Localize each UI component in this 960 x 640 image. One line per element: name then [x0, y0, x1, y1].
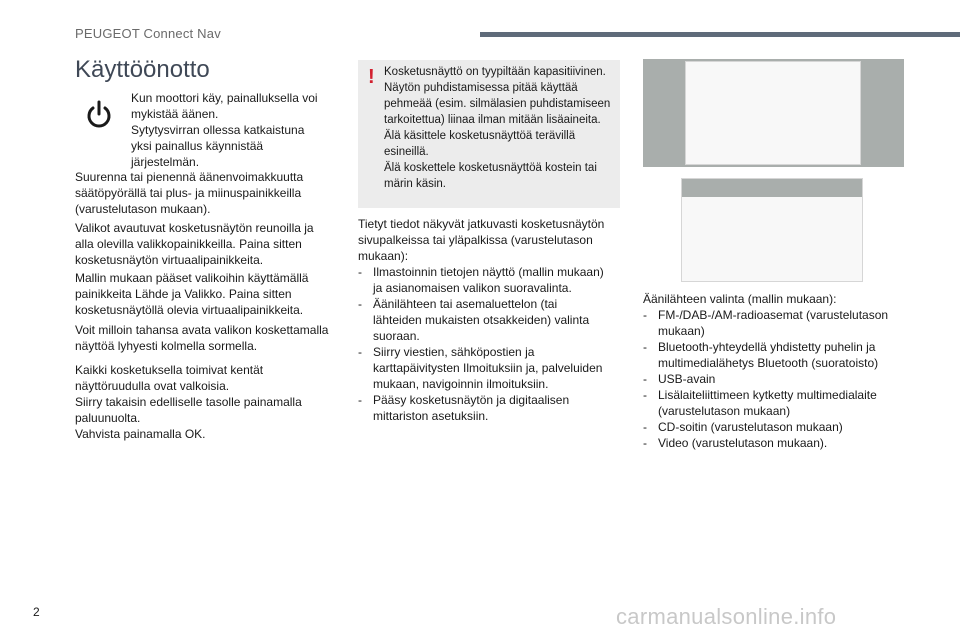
- status-bar-info: [358, 216, 620, 424]
- text-line: lähteiden mukaisten otsakkeiden) valinta: [373, 313, 590, 327]
- list-item: [643, 371, 913, 387]
- text-line: järjestelmän.: [131, 155, 200, 169]
- text-line: - Pääsy kosketusnäytön ja digitaalisen: [373, 393, 570, 407]
- power-button-description: [131, 90, 341, 170]
- text-line: alla olevilla valikkopainikkeilla. Paina sitten: [75, 237, 302, 251]
- touch-fields-paragraph: [75, 362, 345, 442]
- list-item: [643, 307, 913, 339]
- text-line: Kaikki kosketuksella toimivat kentät: [75, 363, 264, 377]
- list-item: [358, 264, 620, 296]
- source-list: [643, 307, 913, 451]
- text-line: yksi painallus käynnistää: [131, 139, 264, 153]
- text-line: Suurenna tai pienennä äänenvoimakkuutta: [75, 170, 304, 184]
- power-icon: [86, 100, 112, 130]
- text-line: - Bluetooth-yhteydellä yhdistetty puhelin ja: [658, 340, 876, 354]
- text-line: (varustelutason mukaan): [658, 404, 791, 418]
- text-line: Kosketusnäyttö on tyypiltään kapasitiivinen.: [384, 66, 606, 78]
- text-line: tarkoitettua) liinaa ilman mitään lisäaineita.: [384, 114, 601, 126]
- list-item: [643, 339, 913, 371]
- text-line: - USB-avain: [658, 372, 716, 386]
- list-item: [643, 387, 913, 419]
- text-line: karttapäivitysten Ilmoituksiin ja, palveluiden: [373, 361, 603, 375]
- text-line: Älä koskettele kosketusnäyttöä kostein tai: [384, 162, 597, 174]
- volume-paragraph: [75, 169, 343, 217]
- text-line: Äänilähteen valinta (mallin mukaan):: [643, 292, 837, 306]
- text-line: Valikot avautuvat kosketusnäytön reunoilla ja: [75, 221, 314, 235]
- watermark: carmanualsonline.info: [616, 604, 837, 629]
- source-menu-paragraph: [75, 270, 345, 318]
- text-line: mukaan, navigoinnin ilmoituksiin.: [373, 377, 549, 391]
- menus-paragraph: [75, 220, 345, 268]
- text-line: kosketusnäytöllä olevia virtuaalipainikkeita.: [75, 303, 304, 317]
- text-line: sivupalkeissa tai yläpalkissa (varustelutason: [358, 233, 593, 247]
- text-line: Älä käsittele kosketusnäyttöä terävillä: [384, 130, 576, 142]
- source-screen-illustration: [681, 178, 863, 282]
- header-title: PEUGEOT Connect Nav: [75, 26, 221, 41]
- text-line: Tietyt tiedot näkyvät jatkuvasti kosketusnäytön: [358, 217, 605, 231]
- text-line: Sytytysvirran ollessa katkaistuna: [131, 123, 305, 137]
- text-line: mykistää äänen.: [131, 107, 219, 121]
- touchscreen-display: [685, 61, 861, 165]
- warning-icon: !: [368, 66, 375, 88]
- text-line: - Äänilähteen tai asemaluettelon (tai: [373, 297, 558, 311]
- touchscreen-illustration: [643, 59, 904, 167]
- text-line: ja asianomaisen valikon suoravalinta.: [373, 281, 572, 295]
- text-line: märin käsin.: [384, 178, 446, 190]
- list-item: [358, 392, 620, 424]
- text-line: - Lisälaiteliittimeen kytketty multimedialaite: [658, 388, 877, 402]
- text-line: Kun moottori käy, painalluksella voi: [131, 91, 318, 105]
- text-line: - FM-/DAB-/AM-radioasemat (varustelutason: [658, 308, 889, 322]
- page-title: Käyttöönotto: [75, 56, 210, 83]
- text-line: säätöpyörällä tai plus- ja miinuspainikkeilla: [75, 186, 302, 200]
- status-bar-list: [358, 264, 620, 424]
- header-divider-bar: [480, 32, 960, 37]
- text-line: - Ilmastoinnin tietojen näyttö (mallin mukaan): [373, 265, 604, 279]
- text-line: näyttöruudulla ovat valkoisia.: [75, 379, 230, 393]
- text-line: mukaan):: [358, 249, 409, 263]
- three-finger-paragraph: [75, 322, 345, 354]
- text-line: kosketusnäytön virtuaalipainikkeita.: [75, 253, 264, 267]
- page-number: 2: [33, 605, 40, 619]
- text-line: (varustelutason mukaan).: [75, 202, 211, 216]
- list-item: [643, 419, 913, 435]
- text-line: esineillä.: [384, 146, 429, 158]
- source-selection-info: [643, 291, 913, 451]
- text-line: Vahvista painamalla OK.: [75, 427, 206, 441]
- list-item: [358, 344, 620, 392]
- text-line: pehmeää (esim. silmälasien puhdistamiseen: [384, 98, 611, 110]
- text-line: - CD-soitin (varustelutason mukaan): [658, 420, 843, 434]
- text-line: mukaan): [658, 324, 705, 338]
- text-line: Voit milloin tahansa avata valikon koskettamalla: [75, 323, 329, 337]
- text-line: näyttöä lyhyesti kolmella sormella.: [75, 339, 258, 353]
- text-line: Siirry takaisin edelliselle tasolle painamalla: [75, 395, 302, 409]
- text-line: - Video (varustelutason mukaan).: [658, 436, 828, 450]
- warning-text: [384, 64, 616, 192]
- source-screen-top-bar: [682, 179, 862, 197]
- text-line: suoraan.: [373, 329, 420, 343]
- text-line: paluunuolta.: [75, 411, 141, 425]
- list-item: [643, 435, 913, 451]
- text-line: multimedialähetys Bluetooth (suoratoisto): [658, 356, 879, 370]
- text-line: mittariston asetuksiin.: [373, 409, 489, 423]
- text-line: Näytön puhdistamisessa pitää käyttää: [384, 82, 578, 94]
- text-line: - Siirry viestien, sähköpostien ja: [373, 345, 535, 359]
- text-line: painikkeita Lähde ja Valikko. Paina sitten: [75, 287, 292, 301]
- text-line: Mallin mukaan pääset valikoihin käyttämällä: [75, 271, 309, 285]
- list-item: [358, 296, 620, 344]
